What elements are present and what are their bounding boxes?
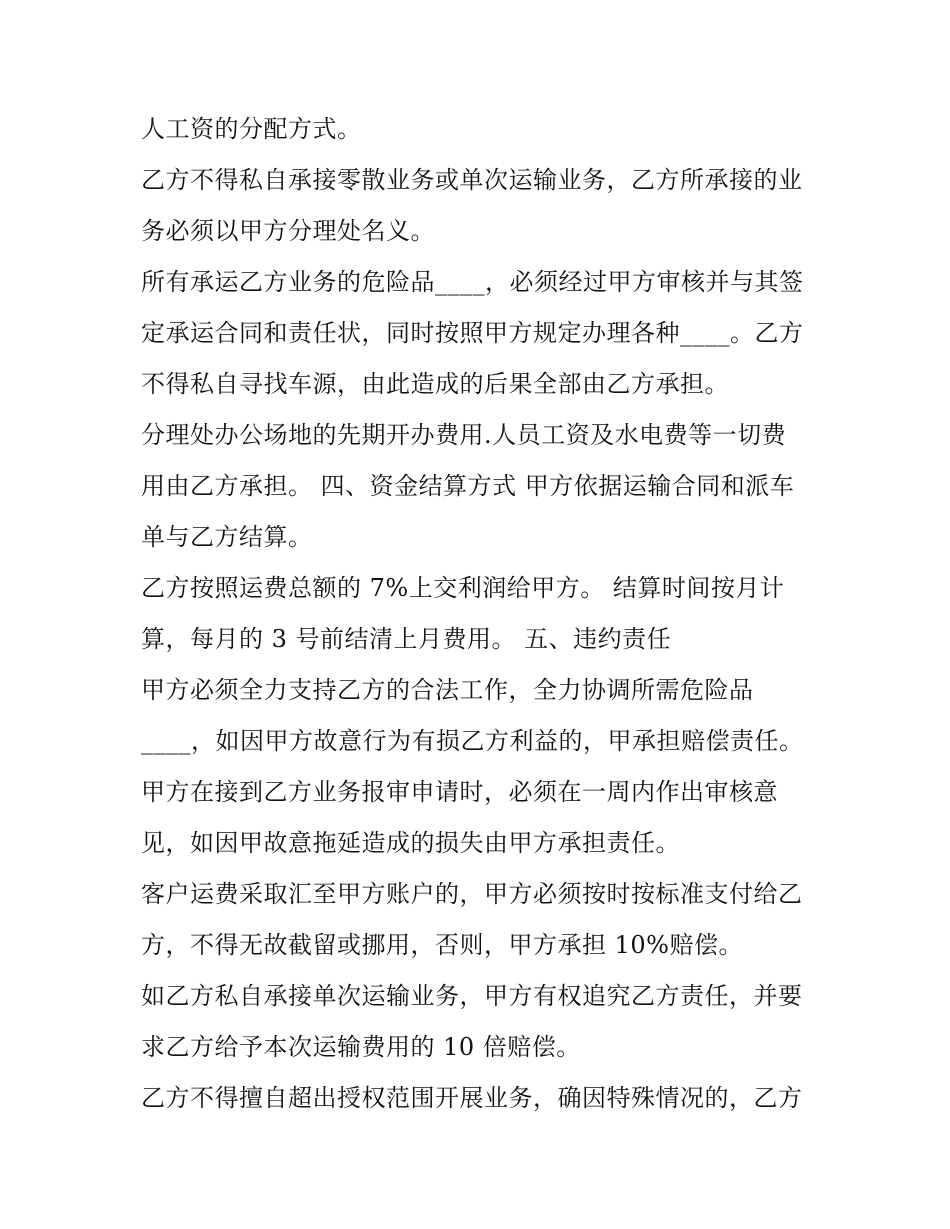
text-line-20: 乙方不得擅自超出授权范围开展业务，确因特殊情况的，乙方 xyxy=(141,1084,803,1112)
text-line-5: 定承运合同和责任状，同时按照甲方规定办理各种____。乙方 xyxy=(141,319,804,347)
text-line-4: 所有承运乙方业务的危险品____，必须经过甲方审核并与其签 xyxy=(141,268,804,296)
text-line-10: 乙方按照运费总额的 7%上交利润给甲方。 结算时间按月计 xyxy=(141,574,785,602)
text-line-17: 方，不得无故截留或挪用，否则，甲方承担 10%赔偿。 xyxy=(141,931,743,959)
text-line-8: 用由乙方承担。 四、资金结算方式 甲方依据运输合同和派车 xyxy=(141,472,795,500)
text-line-18: 如乙方私自承接单次运输业务，甲方有权追究乙方责任，并要 xyxy=(141,982,803,1010)
text-line-7: 分理处办公场地的先期开办费用.人员工资及水电费等一切费 xyxy=(141,421,787,449)
text-line-1: 人工资的分配方式。 xyxy=(141,115,362,143)
text-line-19: 求乙方给予本次运输费用的 10 倍赔偿。 xyxy=(141,1033,581,1061)
text-line-11: 算，每月的 3 号前结清上月费用。 五、违约责任 xyxy=(141,625,672,653)
text-line-15: 见，如因甲故意拖延造成的损失由甲方承担责任。 xyxy=(141,829,680,857)
text-line-9: 单与乙方结算。 xyxy=(141,523,313,551)
text-line-2: 乙方不得私自承接零散业务或单次运输业务，乙方所承接的业 xyxy=(141,166,803,194)
text-line-12: 甲方必须全力支持乙方的合法工作，全力协调所需危险品 xyxy=(141,676,754,704)
text-line-16: 客户运费采取汇至甲方账户的，甲方必须按时按标准支付给乙 xyxy=(141,880,803,908)
text-line-3: 务必须以甲方分理处名义。 xyxy=(141,217,435,245)
text-line-14: 甲方在接到乙方业务报审申请时，必须在一周内作出审核意 xyxy=(141,778,778,806)
text-line-13: ____，如因甲方故意行为有损乙方利益的，甲承担赔偿责任。 xyxy=(141,727,804,755)
text-line-6: 不得私自寻找车源，由此造成的后果全部由乙方承担。 xyxy=(141,370,729,398)
